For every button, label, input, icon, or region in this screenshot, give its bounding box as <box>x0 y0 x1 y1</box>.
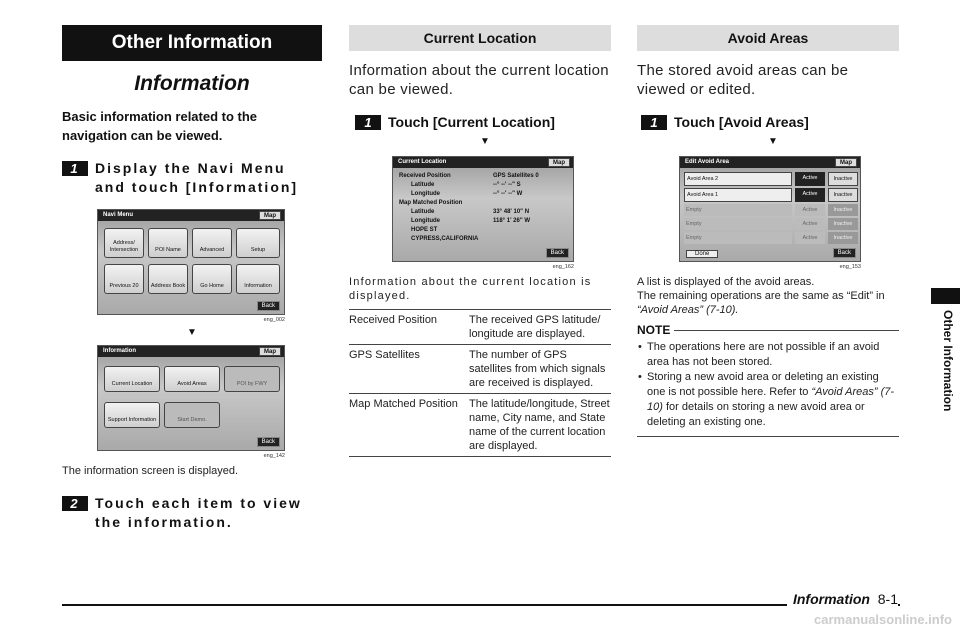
active-button: Active <box>795 232 825 244</box>
active-button: Active <box>795 172 825 186</box>
chapter-side-label: Other Information <box>941 310 955 412</box>
table-row: Map Matched Position The latitude/longitude, Street name, City name, and State name of the current location are displayed. <box>349 394 611 457</box>
setup-button: Setup <box>236 228 280 258</box>
avoid-areas-intro: The stored avoid areas can be viewed or edited. <box>637 62 849 98</box>
empty-slot: Empty <box>684 218 792 230</box>
step-number: 1 <box>62 161 88 176</box>
screen-title: Information <box>103 348 136 354</box>
step-number: 1 <box>641 115 667 130</box>
gps-satellites-value: GPS Satellites 0 <box>493 173 539 179</box>
inactive-button: Inactive <box>828 172 858 186</box>
table-row: Received Position The received GPS latitude/ longitude are displayed. <box>349 310 611 345</box>
avoid-caption <box>637 275 899 317</box>
current-location-caption: Information about the current location is displayed. <box>349 276 592 302</box>
matched-longitude-value: 118° 1' 26" W <box>493 218 531 224</box>
step-2 <box>62 494 322 532</box>
map-button: Map <box>835 158 857 167</box>
note-item: • The operations here are not possible if an avoid area has not been stored. <box>637 340 899 370</box>
inactive-button: Inactive <box>828 218 858 230</box>
down-arrow-icon: ▼ <box>768 136 778 147</box>
map-button: Map <box>548 158 570 167</box>
middle-column <box>349 22 611 457</box>
chapter-tab <box>931 288 960 304</box>
street-label: HOPE ST <box>411 227 438 233</box>
intro-text: Basic information related to the navigation can be viewed. <box>62 109 258 143</box>
inactive-button: Inactive <box>828 232 858 244</box>
latitude-label: Latitude <box>411 209 435 215</box>
support-information-button: Support Information <box>104 402 160 428</box>
advanced-button: Advanced <box>192 228 232 258</box>
current-location-button: Current Location <box>104 366 160 392</box>
back-button: Back <box>546 248 569 258</box>
image-tag: eng_002 <box>263 317 285 323</box>
info-screen-caption: The information screen is displayed. <box>62 465 239 477</box>
avoid-area-1: Avoid Area 1 <box>684 188 792 202</box>
longitude-label: Longitude <box>411 191 440 197</box>
table-row: GPS Satellites The number of GPS satellites from which signals are received is displayed. <box>349 345 611 394</box>
watermark: carmanualsonline.info <box>814 612 952 627</box>
back-button: Back <box>833 248 856 258</box>
address-book-button: Address Book <box>148 264 188 294</box>
step-text: Touch each item to view the information. <box>95 495 302 530</box>
section-title: Information <box>134 72 250 95</box>
screen-title: Current Location <box>398 159 447 165</box>
page-footer: Information 8-1 <box>787 591 898 607</box>
done-button: Done <box>686 250 718 258</box>
step-number: 1 <box>355 115 381 130</box>
map-button: Map <box>259 347 281 356</box>
right-column <box>637 22 899 437</box>
screen-title: Edit Avoid Area <box>685 159 730 165</box>
inactive-button: Inactive <box>828 204 858 216</box>
start-demo-button: Start Demo. <box>164 402 220 428</box>
navi-menu-screenshot <box>97 209 285 315</box>
down-arrow-icon: ▼ <box>187 327 197 338</box>
empty-slot: Empty <box>684 232 792 244</box>
active-button: Active <box>795 188 825 202</box>
active-button: Active <box>795 218 825 230</box>
received-latitude-value: --° --' --" S <box>493 182 521 188</box>
map-button: Map <box>259 211 281 220</box>
image-tag: eng_142 <box>263 453 285 459</box>
go-home-button: Go Home <box>192 264 232 294</box>
map-matched-label: Map Matched Position <box>399 200 463 206</box>
step-1-avoid <box>637 113 899 132</box>
down-arrow-icon: ▼ <box>480 136 490 147</box>
image-tag: eng_153 <box>839 264 861 270</box>
information-screenshot <box>97 345 285 451</box>
left-column <box>62 22 322 532</box>
received-position-label: Received Position <box>399 173 451 179</box>
chapter-banner: Other Information <box>62 25 322 61</box>
avoid-area-2: Avoid Area 2 <box>684 172 792 186</box>
step-number: 2 <box>62 496 88 511</box>
back-button: Back <box>257 301 280 311</box>
image-tag: eng_162 <box>552 264 574 270</box>
avoid-caption-line-1: A list is displayed of the avoid areas. <box>637 276 815 288</box>
current-location-screenshot <box>392 156 574 262</box>
inactive-button: Inactive <box>828 188 858 202</box>
step-1 <box>62 159 322 197</box>
poi-by-fwy-button: POI by FWY <box>224 366 280 392</box>
note-heading: NOTE <box>637 323 671 337</box>
previous-20-button: Previous 20 <box>104 264 144 294</box>
avoid-caption-line-2: The remaining operations are the same as “Edit” in “Avoid Areas” (7-10). <box>637 290 885 316</box>
avoid-areas-screenshot <box>679 156 861 262</box>
city-label: CYPRESS,CALIFORNIA <box>411 236 479 242</box>
current-location-heading: Current Location <box>349 25 611 51</box>
latitude-label: Latitude <box>411 182 435 188</box>
poi-name-button: POI Name <box>148 228 188 258</box>
current-location-intro: Information about the current location can be viewed. <box>349 62 609 98</box>
address-intersection-button: Address/ Intersection <box>104 228 144 258</box>
back-button: Back <box>257 437 280 447</box>
screen-title: Navi Menu <box>103 212 134 218</box>
matched-latitude-value: 33° 48' 10" N <box>493 209 530 215</box>
longitude-label: Longitude <box>411 218 440 224</box>
step-1-current <box>349 113 611 132</box>
information-button: Information <box>236 264 280 294</box>
step-text: Touch [Current Location] <box>388 114 555 130</box>
step-text: Touch [Avoid Areas] <box>674 114 809 130</box>
received-longitude-value: --° --' --" W <box>493 191 523 197</box>
empty-slot: Empty <box>684 204 792 216</box>
note-item: • Storing a new avoid area or deleting an existing one is not possible here. Refer to “Avoid Areas” (7-10) for details on storing a new avoid area or deleting an existing one. <box>637 370 899 430</box>
active-button: Active <box>795 204 825 216</box>
footer-rule <box>62 604 900 606</box>
step-text: Display the Navi Menu and touch [Information] <box>95 160 299 195</box>
avoid-areas-heading: Avoid Areas <box>637 25 899 51</box>
note-box <box>637 323 899 437</box>
avoid-areas-button: Avoid Areas <box>164 366 220 392</box>
current-location-table <box>349 309 611 457</box>
